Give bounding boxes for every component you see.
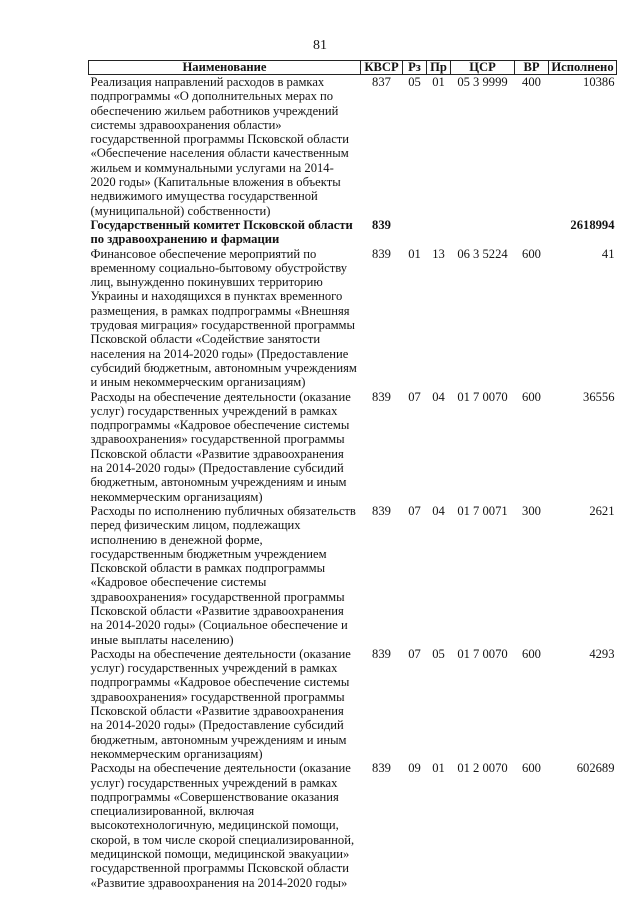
row-pr: 05	[432, 646, 445, 661]
row-kvsr: 839	[372, 761, 391, 776]
table-row	[89, 247, 617, 390]
row-name: Государственный комитет Псковской области по здравоохранению и фармации	[90, 217, 353, 247]
row-pr: 01	[432, 75, 445, 89]
row-csr: 01 7 0071	[457, 503, 508, 518]
table-row	[89, 390, 617, 504]
row-amount: 602689	[576, 761, 615, 776]
row-rz: 05	[408, 75, 421, 89]
row-rz: 07	[408, 646, 421, 661]
row-kvsr: 839	[372, 646, 391, 661]
row-csr: 01 7 0070	[457, 646, 508, 661]
table-row-section	[89, 218, 617, 247]
row-name: Расходы на обеспечение деятельности (оказание услуг) государственных учреждений в рамках подпрограммы «Кадровое обеспечение системы здравоохранения» государственной программы Псковской области «Развитие здравоохранения на 2014-2020 годы» (Предоставление субсидий бюджетным, автономным учреждениям и иным некоммерческим организациям)	[90, 646, 351, 761]
row-name: Расходы по исполнению публичных обязательств перед физическим лицом, подлежащих исполнению в денежной форме, государственным бюджетным учреждением Псковской области в рамках подпрограммы «Кадровое обеспечение системы здравоохранения» государственной программы Псковской области «Развитие здравоохранения на 2014-2020 годы» (Социальное обеспечение и иные выплаты населению)	[90, 503, 356, 647]
row-csr	[451, 218, 515, 247]
row-kvsr: 839	[372, 503, 391, 518]
header-csr: ЦСР	[451, 61, 515, 75]
row-amount: 36556	[583, 389, 615, 404]
row-csr: 06 3 5224	[457, 246, 508, 261]
table-row	[89, 504, 617, 647]
row-csr: 01 2 0070	[457, 761, 508, 776]
table-row	[89, 75, 617, 218]
row-pr: 04	[432, 389, 445, 404]
row-amount: 2621	[589, 503, 615, 518]
row-csr: 05 3 9999	[457, 75, 508, 89]
row-vr: 300	[522, 503, 541, 518]
header-vr: ВР	[515, 61, 549, 75]
row-vr: 600	[522, 246, 541, 261]
row-pr: 01	[432, 761, 445, 776]
row-name: Расходы на обеспечение деятельности (оказание услуг) государственных учреждений в рамках подпрограммы «Совершенствование оказания специализированной, включая высокотехнологичную, медицинской помощи, скорой, в том числе скорой специализированной, медицинской помощи, медицинской эвакуации» государственной программы Псковской области «Развитие здравоохранения на 2014-2020 годы»	[90, 761, 355, 890]
header-pr: Пр	[427, 61, 451, 75]
row-rz: 07	[408, 503, 421, 518]
header-kvsr: КВСР	[361, 61, 403, 75]
row-name: Финансовое обеспечение мероприятий по временному социально-бытовому обустройству лиц, вынужденно покинувших территорию Украины и находящихся в пунктах временного размещения, в рамках подпрограммы «Внешняя трудовая миграция» государственной программы Псковской области «Содействие занятости населения на 2014-2020 годы» (Предоставление субсидий бюджетным, автономным учреждениям и иным некоммерческим организациям)	[90, 246, 357, 390]
row-vr: 600	[522, 761, 541, 776]
budget-table	[88, 60, 617, 890]
row-amount: 4293	[589, 646, 615, 661]
row-kvsr: 839	[372, 217, 391, 232]
row-pr: 13	[432, 246, 445, 261]
row-vr: 600	[522, 646, 541, 661]
page-number: 81	[313, 38, 327, 53]
table-header-row	[89, 61, 617, 75]
row-vr	[515, 218, 549, 247]
header-rz: Рз	[403, 61, 427, 75]
row-vr: 600	[522, 389, 541, 404]
row-rz	[403, 218, 427, 247]
row-rz: 01	[408, 246, 421, 261]
row-kvsr: 839	[372, 389, 391, 404]
header-amount: Исполнено	[549, 61, 617, 75]
row-vr: 400	[522, 75, 541, 89]
row-rz: 07	[408, 389, 421, 404]
row-kvsr: 839	[372, 246, 391, 261]
row-kvsr: 837	[372, 75, 391, 89]
row-amount: 41	[601, 246, 615, 261]
row-pr: 04	[432, 503, 445, 518]
header-name: Наименование	[89, 61, 361, 75]
row-csr: 01 7 0070	[457, 389, 508, 404]
row-rz: 09	[408, 761, 421, 776]
table-row	[89, 761, 617, 890]
row-amount: 10386	[583, 75, 615, 89]
row-pr	[427, 218, 451, 247]
row-name: Реализация направлений расходов в рамках подпрограммы «О дополнительных мерах по обеспечению жильем работников учреждений системы здравоохранения области» государственной программы Псковской области «Обеспечение населения области качественным жильем и коммунальными услугами на 2014-2020 годы» (Капитальные вложения в объекты недвижимого имущества государственной (муниципальной) собственности)	[90, 75, 350, 218]
row-amount: 2618994	[570, 217, 615, 232]
table-row	[89, 647, 617, 761]
row-name: Расходы на обеспечение деятельности (оказание услуг) государственных учреждений в рамках подпрограммы «Кадровое обеспечение системы здравоохранения» государственной программы Псковской области «Развитие здравоохранения на 2014-2020 годы» (Предоставление субсидий бюджетным, автономным учреждениям и иным некоммерческим организациям)	[90, 389, 351, 504]
